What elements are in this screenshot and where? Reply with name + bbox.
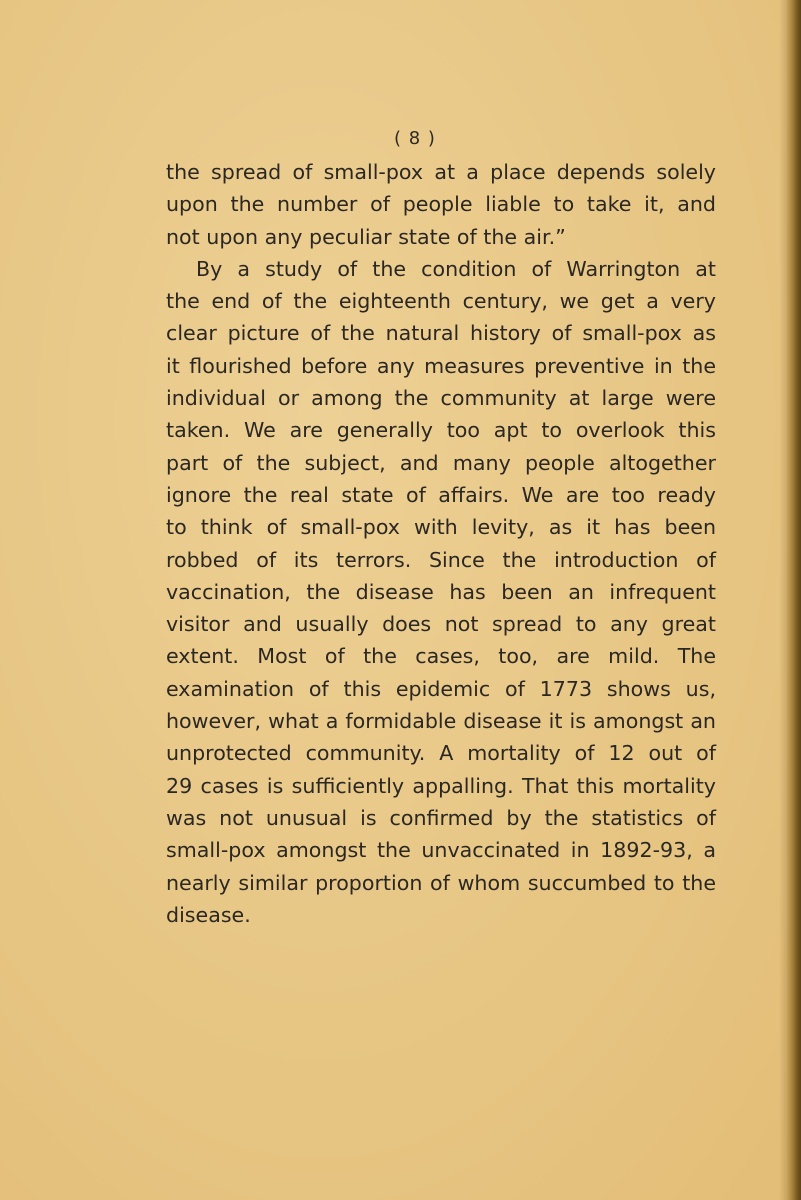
text-line: however, what a formidable disease it is amongst an <box>166 709 716 734</box>
text-line: 29 cases is sufficiently appalling. That this mortality <box>166 773 716 798</box>
body-text <box>166 156 716 931</box>
text-line: unprotected community. A mortality of 12 out of <box>166 741 716 766</box>
text-line: nearly similar proportion of whom succumbed to the <box>166 870 716 895</box>
text-line: disease. <box>166 902 251 927</box>
text-line: the end of the eighteenth century, we get a very <box>166 289 716 314</box>
book-spine <box>787 0 801 1200</box>
text-line: not upon any peculiar state of the air.” <box>166 224 566 249</box>
text-line: the spread of small-pox at a place depends solely <box>166 160 716 184</box>
text-line: part of the subject, and many people altogether <box>166 450 716 475</box>
text-line: By a study of the condition of Warrington at <box>196 256 716 281</box>
text-line: to think of small-pox with levity, as it has been <box>166 515 716 540</box>
text-line: it flourished before any measures preventive in the <box>166 353 716 378</box>
text-line: visitor and usually does not spread to any great <box>166 612 716 637</box>
text-line: upon the number of people liable to take it, and <box>166 192 716 217</box>
text-line: examination of this epidemic of 1773 shows us, <box>166 676 716 701</box>
text-line: small-pox amongst the unvaccinated in 1892-93, a <box>166 838 716 863</box>
text-line: taken. We are generally too apt to overlook this <box>166 418 716 443</box>
text-line: extent. Most of the cases, too, are mild. The <box>166 644 716 669</box>
page-number: ( 8 ) <box>394 128 436 149</box>
text-line: was not unusual is confirmed by the statistics of <box>166 805 716 830</box>
text-line: clear picture of the natural history of small-pox as <box>166 321 716 346</box>
page-edge-shadow <box>779 0 787 1200</box>
text-line: robbed of its terrors. Since the introduction of <box>166 547 716 572</box>
text-line: vaccination, the disease has been an infrequent <box>166 579 716 604</box>
text-line: ignore the real state of affairs. We are too ready <box>166 482 716 507</box>
text-line: individual or among the community at large were <box>166 386 716 411</box>
